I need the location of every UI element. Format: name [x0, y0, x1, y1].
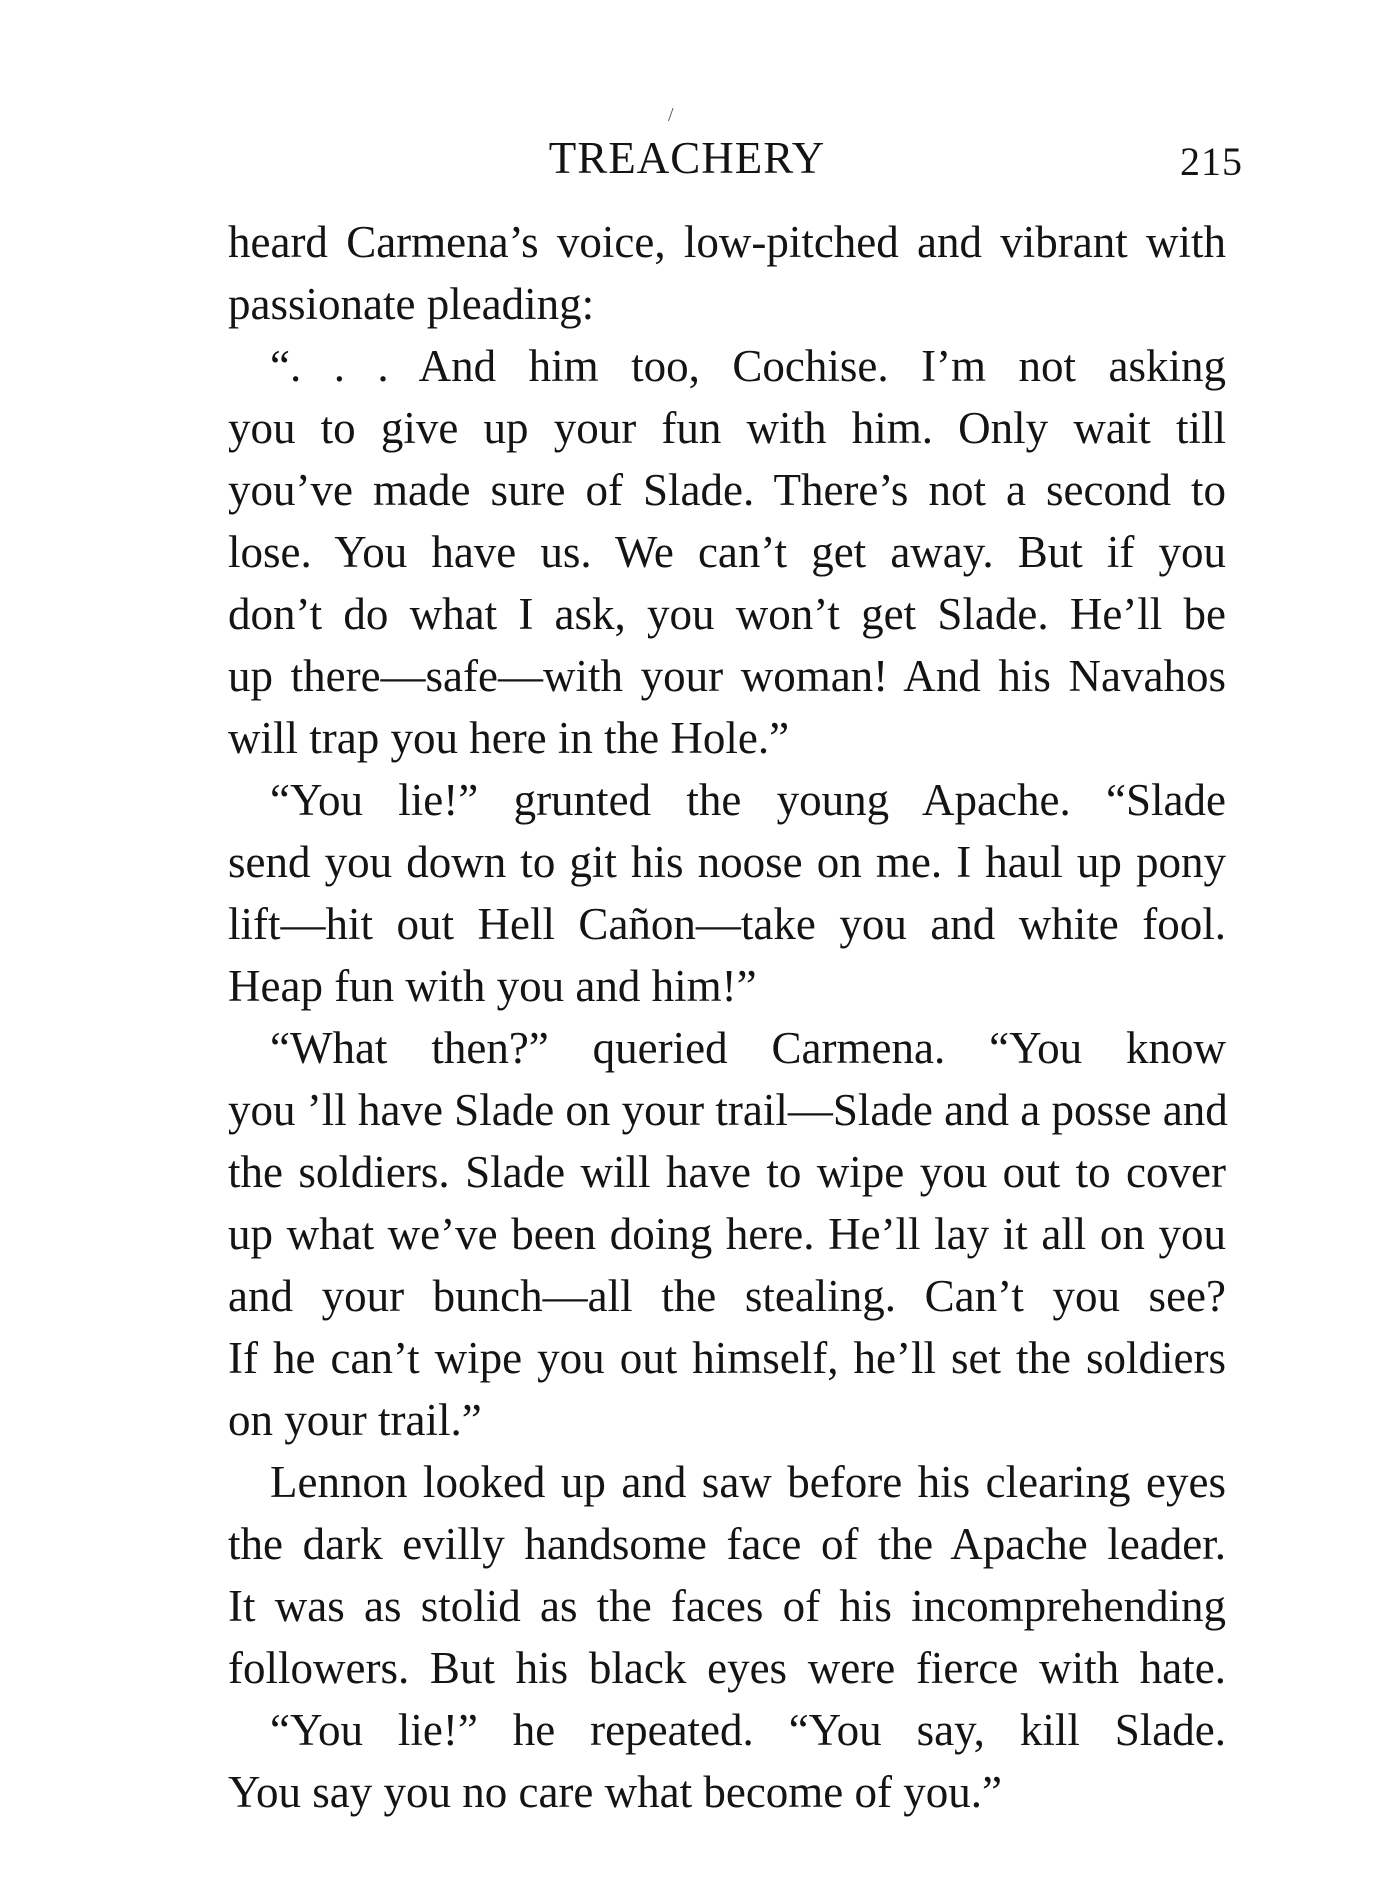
- page-header: [0, 132, 1374, 192]
- text-line: Heap fun with you and him!”: [228, 961, 757, 1011]
- text-line: If he can’t wipe you out himself, he’ll set the soldiers: [228, 1333, 1226, 1383]
- page-number: 215: [1180, 139, 1243, 184]
- text-line: on your trail.”: [228, 1395, 482, 1445]
- text-line: “What then?” queried Carmena. “You know: [270, 1023, 1226, 1073]
- text-line: up what we’ve been doing here. He’ll lay it all on you: [228, 1209, 1226, 1259]
- text-line: don’t do what I ask, you won’t get Slade. He’ll be: [228, 589, 1226, 639]
- text-line: “. . . And him too, Cochise. I’m not asking: [270, 341, 1226, 391]
- text-line: up there—safe—with your woman! And his Navahos: [228, 651, 1226, 701]
- text-line: lose. You have us. We can’t get away. But if you: [228, 527, 1226, 577]
- text-line: will trap you here in the Hole.”: [228, 713, 790, 763]
- text-line: and your bunch—all the stealing. Can’t you see?: [228, 1271, 1226, 1321]
- text-line: you ’ll have Slade on your trail—Slade and a posse and: [228, 1085, 1228, 1135]
- text-line: heard Carmena’s voice, low-pitched and vibrant with: [228, 217, 1226, 267]
- stray-mark: /: [668, 104, 674, 126]
- text-line: the dark evilly handsome face of the Apache leader.: [228, 1519, 1226, 1569]
- text-line: you to give up your fun with him. Only wait till: [228, 403, 1226, 453]
- running-title: TREACHERY: [548, 133, 826, 183]
- text-line: It was as stolid as the faces of his incomprehending: [228, 1581, 1226, 1631]
- text-line: passionate pleading:: [228, 279, 595, 329]
- text-line: lift—hit out Hell Cañon—take you and white fool.: [228, 899, 1226, 949]
- text-line: “You lie!” he repeated. “You say, kill Slade.: [270, 1705, 1226, 1755]
- text-line: You say you no care what become of you.”: [228, 1767, 1002, 1817]
- text-line: “You lie!” grunted the young Apache. “Slade: [270, 775, 1226, 825]
- text-line: the soldiers. Slade will have to wipe you out to cover: [228, 1147, 1226, 1197]
- text-line: send you down to git his noose on me. I haul up pony: [228, 837, 1226, 887]
- text-line: followers. But his black eyes were fierce with hate.: [228, 1643, 1226, 1693]
- text-line: Lennon looked up and saw before his clearing eyes: [270, 1457, 1226, 1507]
- text-line: you’ve made sure of Slade. There’s not a second to: [228, 465, 1226, 515]
